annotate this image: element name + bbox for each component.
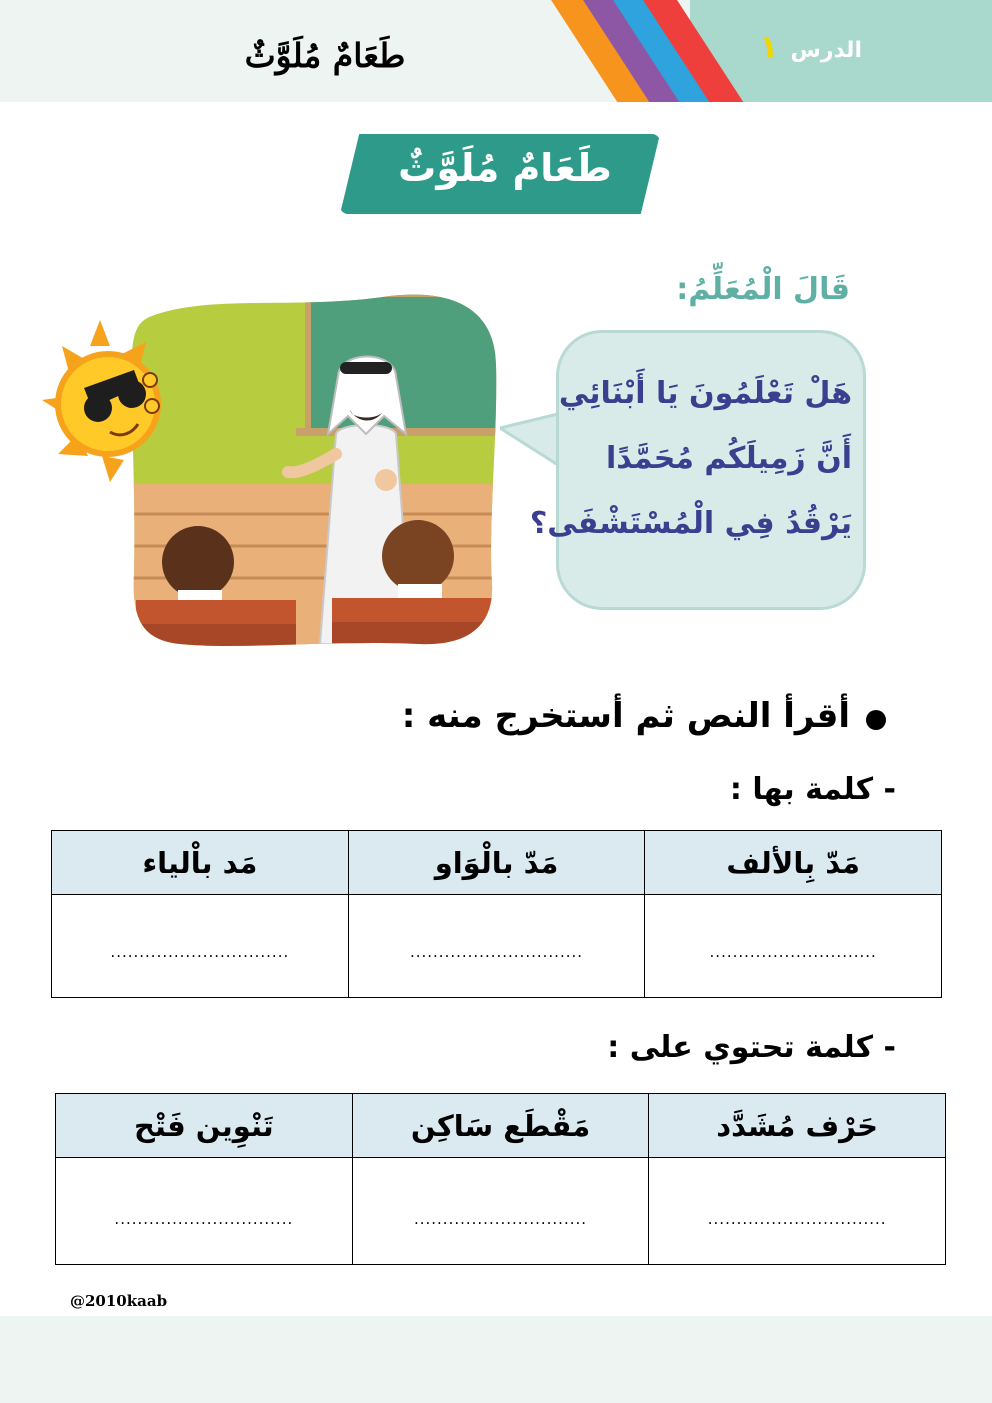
answer-blank[interactable]: .............................. (348, 895, 645, 997)
table-header-row (52, 831, 941, 895)
letter-features-table (55, 1093, 946, 1265)
answer-blank[interactable]: ............................... (648, 1158, 945, 1264)
answer-blank[interactable]: .............................. (352, 1158, 649, 1264)
table-header-row (56, 1094, 945, 1158)
footer-band (0, 1316, 992, 1403)
dialogue-line: أَنَّ زَمِيلَكُم مُحَمَّدًا (605, 441, 852, 476)
lesson-label: الدرس (790, 38, 862, 63)
header-title: طَعَامٌ مُلَوَّثٌ (244, 36, 406, 75)
page-header (0, 0, 992, 102)
section-heading: - كلمة بها : (729, 772, 896, 807)
table-row (56, 1158, 945, 1264)
vowel-extension-table (51, 830, 942, 998)
column-header: مَقْطَع سَاكِن (352, 1094, 649, 1157)
dialogue-line: هَلْ تَعْلَمُونَ يَا أَبْنَائِي (558, 376, 852, 411)
classroom-illustration (40, 284, 510, 654)
instruction-text: أقرأ النص ثم أستخرج منه : (401, 696, 850, 736)
answer-blank[interactable]: ............................. (644, 895, 941, 997)
bullet-icon (866, 710, 886, 730)
section-heading: - كلمة تحتوي على : (607, 1030, 896, 1065)
column-header: مَدّ بالْوَاو (348, 831, 645, 894)
column-header: مَدّ بِالألف (644, 831, 941, 894)
column-header: تَنْوِين فَتْح (133, 1108, 274, 1143)
speaker-label: قَالَ الْمُعَلِّمُ: (676, 272, 850, 307)
banner-title: طَعَامٌ مُلَوَّثٌ (398, 146, 612, 190)
table-row (52, 895, 941, 997)
dialogue-line: يَرْقُدُ فِي الْمُسْتَشْفَى؟ (529, 506, 852, 541)
column-header: حَرْف مُشَدَّد (648, 1094, 945, 1157)
answer-blank[interactable]: ............................... (114, 1210, 294, 1228)
lesson-number: ١ (759, 30, 778, 65)
column-header: مَد باْلياء (142, 845, 258, 880)
credit-handle: @2010kaab (70, 1292, 168, 1310)
answer-blank[interactable]: ............................... (110, 943, 290, 961)
